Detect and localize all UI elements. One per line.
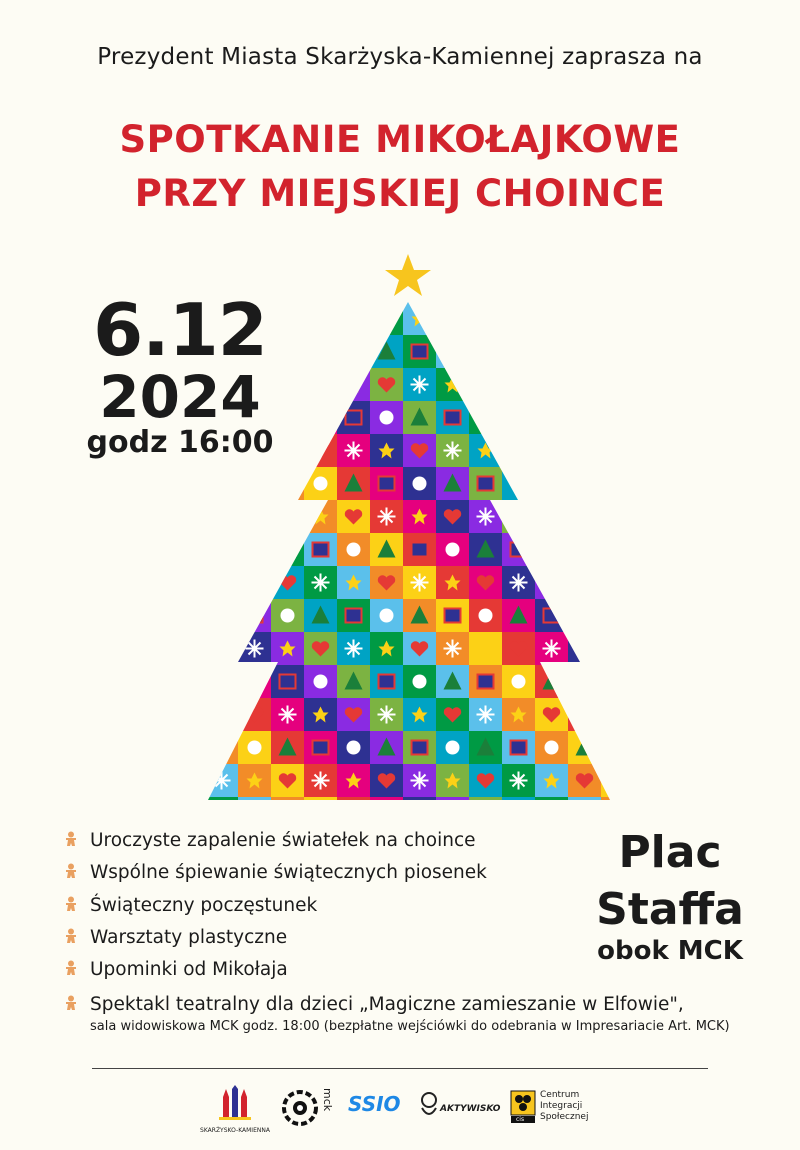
mck-logo-text: mck bbox=[321, 1088, 334, 1112]
location-line-3: obok MCK bbox=[597, 936, 743, 966]
ornament-motif-icon bbox=[378, 310, 396, 328]
activity-text: Upominki od Mikołaja bbox=[90, 959, 288, 980]
ornament-motif-icon bbox=[248, 345, 262, 359]
ornament-motif-icon bbox=[215, 675, 229, 689]
ornament-motif-icon bbox=[413, 675, 427, 689]
ornament-motif-icon bbox=[576, 575, 593, 590]
ornament-tile bbox=[271, 797, 304, 810]
ornament-tile bbox=[238, 401, 271, 434]
ornament-tile bbox=[304, 434, 337, 467]
ornament-motif-icon bbox=[611, 675, 621, 689]
ornament-tile bbox=[568, 533, 601, 566]
ornament-motif-icon bbox=[313, 543, 329, 557]
ornament-tile bbox=[568, 500, 601, 533]
ornament-motif-icon bbox=[247, 609, 263, 623]
ornament-motif-icon bbox=[213, 641, 230, 656]
ornament-tile bbox=[601, 599, 620, 632]
ornament-motif-icon bbox=[246, 311, 263, 326]
ornament-motif-icon bbox=[412, 543, 428, 557]
ornament-tile bbox=[502, 368, 535, 401]
ornament-motif-icon bbox=[544, 609, 560, 623]
ornament-tile bbox=[469, 368, 502, 401]
ornament-motif-icon bbox=[479, 411, 493, 425]
ornament-tile bbox=[601, 467, 620, 500]
ornament-tile bbox=[271, 335, 304, 368]
event-time: godz 16:00 bbox=[86, 425, 274, 460]
ornament-tile bbox=[601, 797, 620, 810]
ornament-tile bbox=[568, 698, 601, 731]
ornament-tile bbox=[238, 500, 271, 533]
ornament-motif-icon bbox=[512, 675, 526, 689]
ornament-tile bbox=[205, 797, 238, 810]
ornament-motif-icon bbox=[609, 804, 621, 811]
ornament-motif-icon bbox=[380, 411, 394, 425]
ornament-motif-icon bbox=[248, 543, 262, 557]
ornament-motif-icon bbox=[279, 342, 297, 360]
city-logo bbox=[200, 1085, 270, 1134]
ornament-tile bbox=[304, 797, 337, 810]
ornament-tile bbox=[469, 401, 502, 434]
ornament-motif-icon bbox=[544, 377, 560, 393]
ornament-motif-icon bbox=[511, 345, 527, 359]
ornament-tile bbox=[205, 500, 238, 533]
ornament-motif-icon bbox=[578, 609, 592, 623]
ornament-tile bbox=[238, 665, 271, 698]
ornament-motif-icon bbox=[247, 575, 263, 591]
ornament-tile bbox=[502, 533, 535, 566]
ornament-tile bbox=[238, 566, 271, 599]
ornament-tile bbox=[502, 302, 535, 335]
ornament-tile bbox=[568, 434, 601, 467]
ornament-motif-icon bbox=[314, 477, 328, 491]
ornament-tile bbox=[568, 566, 601, 599]
ornament-tile bbox=[601, 533, 620, 566]
ornament-motif-icon bbox=[446, 345, 460, 359]
ornament-tile bbox=[601, 401, 620, 434]
ornament-tile bbox=[436, 797, 469, 810]
ornament-motif-icon bbox=[445, 807, 461, 811]
ornament-motif-icon bbox=[543, 474, 561, 492]
ornament-motif-icon bbox=[281, 411, 295, 425]
ornament-motif-icon bbox=[314, 675, 328, 689]
aktywisko-logo bbox=[418, 1092, 501, 1124]
ornament-motif-icon bbox=[214, 543, 230, 557]
ornament-tile bbox=[370, 797, 403, 810]
ornament-motif-icon bbox=[380, 807, 394, 811]
ornament-motif-icon bbox=[576, 310, 594, 328]
tree-ornament-tiles bbox=[205, 302, 620, 810]
ornament-motif-icon bbox=[576, 508, 594, 526]
ornament-motif-icon bbox=[214, 345, 230, 359]
ornament-tile bbox=[238, 797, 271, 810]
ornament-motif-icon bbox=[379, 477, 395, 491]
ornament-motif-icon bbox=[544, 807, 560, 811]
ornament-motif-icon bbox=[576, 540, 594, 558]
activity-item bbox=[64, 895, 317, 917]
ornament-motif-icon bbox=[279, 508, 297, 526]
ornament-motif-icon bbox=[346, 807, 362, 811]
ornament-motif-icon bbox=[609, 443, 620, 458]
mck-logo bbox=[282, 1090, 318, 1130]
ornament-tile bbox=[568, 368, 601, 401]
ornament-tile bbox=[205, 665, 238, 698]
ornament-motif-icon bbox=[444, 311, 461, 326]
ornament-motif-icon bbox=[576, 706, 594, 724]
ornament-motif-icon bbox=[543, 311, 560, 326]
ornament-motif-icon bbox=[510, 804, 528, 811]
ornament-motif-icon bbox=[313, 311, 329, 327]
mck-emblem-icon bbox=[282, 1090, 318, 1126]
ornament-tile bbox=[205, 731, 238, 764]
ornament-motif-icon bbox=[281, 609, 295, 623]
cis-text-line: Centrum bbox=[540, 1090, 580, 1100]
activity-item bbox=[64, 862, 487, 884]
ornament-motif-icon bbox=[511, 311, 527, 327]
ornament-motif-icon bbox=[312, 376, 330, 394]
ornament-tile bbox=[568, 335, 601, 368]
ornament-motif-icon bbox=[610, 509, 621, 525]
ornament-motif-icon bbox=[246, 442, 264, 460]
activity-text: Warsztaty plastyczne bbox=[90, 927, 288, 948]
ornament-tile bbox=[601, 335, 620, 368]
ornament-tile bbox=[535, 401, 568, 434]
ornament-tile bbox=[271, 434, 304, 467]
ornament-motif-icon bbox=[312, 408, 330, 426]
ornament-motif-icon bbox=[246, 509, 263, 524]
ornament-tile bbox=[205, 335, 238, 368]
ornament-motif-icon bbox=[609, 574, 621, 592]
ornament-tile bbox=[535, 665, 568, 698]
ornament-motif-icon bbox=[610, 311, 621, 327]
ornament-tile bbox=[403, 797, 436, 810]
ornament-motif-icon bbox=[478, 477, 494, 491]
ornament-tile bbox=[601, 698, 620, 731]
ornament-tile bbox=[271, 467, 304, 500]
ornament-motif-icon bbox=[213, 804, 231, 811]
cis-logo-text bbox=[540, 1090, 588, 1123]
cis-text-line: Integracji bbox=[540, 1101, 583, 1111]
ornament-tile bbox=[568, 302, 601, 335]
tree-star-icon bbox=[385, 254, 431, 296]
ornament-tile bbox=[304, 302, 337, 335]
ornament-tile bbox=[271, 401, 304, 434]
ornament-motif-icon bbox=[477, 342, 495, 360]
ornament-tile bbox=[436, 302, 469, 335]
ornament-tile bbox=[502, 335, 535, 368]
ornament-motif-icon bbox=[446, 741, 460, 755]
ornament-tile bbox=[205, 698, 238, 731]
event-date-year: 2024 bbox=[99, 363, 261, 431]
ornament-tile bbox=[535, 335, 568, 368]
ornament-tile bbox=[238, 599, 271, 632]
gingerbread-icon bbox=[64, 995, 82, 1016]
ornament-tile bbox=[502, 401, 535, 434]
ornament-tile bbox=[601, 632, 620, 665]
activity-text: Uroczyste zapalenie światełek na choince bbox=[90, 830, 476, 851]
ornament-tile bbox=[271, 368, 304, 401]
ornament-tile bbox=[238, 368, 271, 401]
ornament-tile bbox=[568, 797, 601, 810]
ornament-motif-icon bbox=[577, 477, 593, 491]
ornament-tile bbox=[304, 335, 337, 368]
ornament-motif-icon bbox=[445, 609, 461, 623]
ornament-tile bbox=[238, 434, 271, 467]
ornament-tile bbox=[304, 401, 337, 434]
ornament-motif-icon bbox=[609, 376, 621, 394]
ornament-motif-icon bbox=[280, 443, 296, 459]
cis-text-line: Społecznej bbox=[540, 1112, 589, 1122]
ornament-motif-icon bbox=[510, 443, 527, 458]
ornament-tile bbox=[568, 467, 601, 500]
ornament-motif-icon bbox=[347, 741, 361, 755]
aktywisko-mascot-icon bbox=[418, 1092, 440, 1120]
ornament-motif-icon bbox=[445, 411, 461, 425]
ornament-tile bbox=[535, 500, 568, 533]
ornament-motif-icon bbox=[248, 741, 262, 755]
ornament-motif-icon bbox=[577, 675, 593, 689]
ornament-motif-icon bbox=[512, 477, 526, 491]
ornament-motif-icon bbox=[511, 543, 527, 557]
ornament-motif-icon bbox=[543, 442, 561, 460]
ornament-motif-icon bbox=[446, 543, 460, 557]
activity-item bbox=[64, 927, 287, 949]
ornament-motif-icon bbox=[347, 345, 361, 359]
city-crest-icon bbox=[215, 1085, 255, 1123]
ornament-tile bbox=[205, 467, 238, 500]
ornament-tile bbox=[535, 302, 568, 335]
ornament-motif-icon bbox=[610, 741, 621, 755]
ornament-tile bbox=[601, 665, 620, 698]
ornament-tile bbox=[205, 533, 238, 566]
ornament-tile bbox=[337, 335, 370, 368]
ornament-motif-icon bbox=[312, 804, 330, 811]
ornament-motif-icon bbox=[479, 609, 493, 623]
ornament-tile bbox=[370, 302, 403, 335]
ornament-motif-icon bbox=[215, 477, 229, 491]
ornament-motif-icon bbox=[545, 543, 559, 557]
ornament-tile bbox=[205, 566, 238, 599]
ornament-motif-icon bbox=[279, 310, 297, 328]
event-title-line-1: SPOTKANIE MIKOŁAJKOWE bbox=[119, 118, 681, 161]
ssio-logo: SSIO bbox=[348, 1092, 401, 1116]
ornament-tile bbox=[601, 764, 620, 797]
ornament-tile bbox=[469, 302, 502, 335]
ornament-motif-icon bbox=[610, 345, 621, 359]
ornament-motif-icon bbox=[247, 411, 263, 425]
ornament-motif-icon bbox=[313, 741, 329, 755]
ornament-tile bbox=[502, 467, 535, 500]
ornament-tile bbox=[469, 335, 502, 368]
ornament-tile bbox=[535, 368, 568, 401]
ornament-motif-icon bbox=[511, 509, 527, 525]
ornament-motif-icon bbox=[545, 741, 559, 755]
gingerbread-icon bbox=[64, 960, 82, 981]
ornament-tile bbox=[337, 797, 370, 810]
cis-badge-text: cis bbox=[516, 1116, 525, 1123]
ornament-motif-icon bbox=[214, 741, 230, 755]
ornament-tile bbox=[238, 302, 271, 335]
ornament-motif-icon bbox=[610, 707, 621, 723]
ornament-tile bbox=[337, 302, 370, 335]
invitation-header: Prezydent Miasta Skarżyska-Kamiennej zaprasza na bbox=[97, 44, 703, 70]
ornament-motif-icon bbox=[246, 672, 264, 690]
ornament-motif-icon bbox=[247, 807, 263, 811]
ornament-motif-icon bbox=[313, 345, 329, 359]
city-logo-text: SKARŻYSKO-KAMIENNA bbox=[200, 1127, 270, 1134]
activity-item bbox=[64, 959, 288, 981]
ornament-motif-icon bbox=[611, 477, 621, 491]
ornament-motif-icon bbox=[412, 345, 428, 359]
ornament-tile bbox=[568, 632, 601, 665]
activity-text: Wspólne śpiewanie świątecznych piosenek bbox=[90, 862, 487, 883]
ornament-tile bbox=[205, 599, 238, 632]
ornament-tile bbox=[568, 665, 601, 698]
ornament-motif-icon bbox=[213, 376, 231, 394]
ornament-motif-icon bbox=[609, 772, 621, 790]
ornament-tile bbox=[271, 500, 304, 533]
ornament-motif-icon bbox=[510, 408, 528, 426]
ornament-motif-icon bbox=[511, 741, 527, 755]
ornament-motif-icon bbox=[346, 411, 362, 425]
ornament-motif-icon bbox=[279, 377, 296, 392]
ornament-motif-icon bbox=[477, 377, 494, 392]
event-title-line-2: PRZY MIEJSKIEJ CHOINCE bbox=[134, 172, 666, 215]
ornament-motif-icon bbox=[214, 509, 230, 525]
footer-divider bbox=[92, 1068, 708, 1069]
ornament-tile bbox=[403, 302, 436, 335]
ornament-tile bbox=[535, 467, 568, 500]
ornament-motif-icon bbox=[247, 377, 263, 393]
ornament-motif-icon bbox=[213, 574, 231, 592]
ornament-tile bbox=[469, 797, 502, 810]
gingerbread-icon bbox=[64, 831, 82, 852]
ornament-motif-icon bbox=[510, 376, 528, 394]
aktywisko-logo-text: AKTYWISKO bbox=[440, 1104, 501, 1114]
ornament-motif-icon bbox=[577, 641, 593, 657]
ornament-tile bbox=[502, 500, 535, 533]
gingerbread-icon bbox=[64, 896, 82, 917]
ornament-motif-icon bbox=[544, 575, 560, 591]
ornament-motif-icon bbox=[214, 707, 230, 723]
ornament-motif-icon bbox=[578, 807, 592, 811]
ornament-motif-icon bbox=[479, 807, 493, 811]
ornament-tile bbox=[238, 467, 271, 500]
ornament-motif-icon bbox=[347, 543, 361, 557]
ornament-tile bbox=[568, 599, 601, 632]
ornament-motif-icon bbox=[246, 474, 264, 492]
ornament-tile bbox=[535, 797, 568, 810]
ornament-motif-icon bbox=[213, 408, 231, 426]
ornament-tile bbox=[535, 566, 568, 599]
event-date-day: 6.12 bbox=[93, 288, 267, 372]
ornament-motif-icon bbox=[213, 443, 230, 458]
ornament-motif-icon bbox=[478, 675, 494, 689]
ornament-tile bbox=[238, 335, 271, 368]
ornament-tile bbox=[601, 368, 620, 401]
ornament-tile bbox=[205, 302, 238, 335]
ornament-tile bbox=[535, 434, 568, 467]
ornament-tile bbox=[205, 632, 238, 665]
ornament-tile bbox=[304, 368, 337, 401]
ornament-motif-icon bbox=[411, 804, 429, 811]
ornament-motif-icon bbox=[413, 477, 427, 491]
activity-item bbox=[64, 830, 476, 852]
gingerbread-icon bbox=[64, 928, 82, 949]
ornament-motif-icon bbox=[610, 543, 621, 557]
ornament-motif-icon bbox=[543, 509, 560, 524]
ornament-motif-icon bbox=[280, 675, 296, 689]
activity-text: Świąteczny poczęstunek bbox=[90, 895, 318, 916]
ornament-motif-icon bbox=[609, 408, 621, 426]
ornament-tile bbox=[502, 434, 535, 467]
ornament-motif-icon bbox=[545, 345, 559, 359]
ornament-motif-icon bbox=[576, 377, 593, 392]
ornament-tile bbox=[205, 401, 238, 434]
ornament-motif-icon bbox=[477, 310, 495, 328]
ornament-tile bbox=[568, 401, 601, 434]
location-line-2: Staffa bbox=[596, 884, 744, 935]
ornament-tile bbox=[238, 533, 271, 566]
cis-logo bbox=[510, 1090, 589, 1128]
ornament-tile bbox=[601, 566, 620, 599]
ornament-tile bbox=[337, 368, 370, 401]
ornament-motif-icon bbox=[609, 641, 620, 656]
ornament-tile bbox=[601, 500, 620, 533]
ornament-motif-icon bbox=[379, 675, 395, 689]
ornament-motif-icon bbox=[380, 609, 394, 623]
ornament-tile bbox=[271, 533, 304, 566]
ornament-motif-icon bbox=[280, 477, 296, 491]
ornament-motif-icon bbox=[576, 342, 594, 360]
ornament-tile bbox=[601, 434, 620, 467]
ornament-motif-icon bbox=[609, 606, 621, 624]
ornament-tile bbox=[601, 302, 620, 335]
ornament-motif-icon bbox=[346, 609, 362, 623]
ornament-motif-icon bbox=[578, 411, 592, 425]
ornament-tile bbox=[436, 335, 469, 368]
location-line-1: Plac bbox=[618, 827, 722, 878]
ornament-motif-icon bbox=[577, 443, 593, 459]
ornament-motif-icon bbox=[544, 411, 560, 425]
ornament-tile bbox=[205, 434, 238, 467]
ornament-tile bbox=[271, 302, 304, 335]
activity-text: Spektakl teatralny dla dzieci „Magiczne zamieszanie w Elfowie", bbox=[90, 994, 684, 1015]
ornament-motif-icon bbox=[279, 540, 297, 558]
ornament-tile bbox=[601, 731, 620, 764]
ornament-tile bbox=[502, 797, 535, 810]
ornament-tile bbox=[205, 368, 238, 401]
ornament-motif-icon bbox=[214, 311, 230, 327]
activity-note: sala widowiskowa MCK godz. 18:00 (bezpłatne wejściówki do odebrania w Impresariacie Art. MCK) bbox=[90, 1019, 730, 1034]
ornament-tile bbox=[535, 533, 568, 566]
ornament-motif-icon bbox=[412, 741, 428, 755]
activity-item bbox=[64, 994, 684, 1016]
ornament-motif-icon bbox=[213, 606, 231, 624]
ornament-motif-icon bbox=[345, 311, 362, 326]
ornament-motif-icon bbox=[281, 807, 295, 811]
ornament-tile bbox=[568, 731, 601, 764]
christmas-tree-illustration bbox=[200, 250, 620, 810]
gingerbread-icon bbox=[64, 863, 82, 884]
